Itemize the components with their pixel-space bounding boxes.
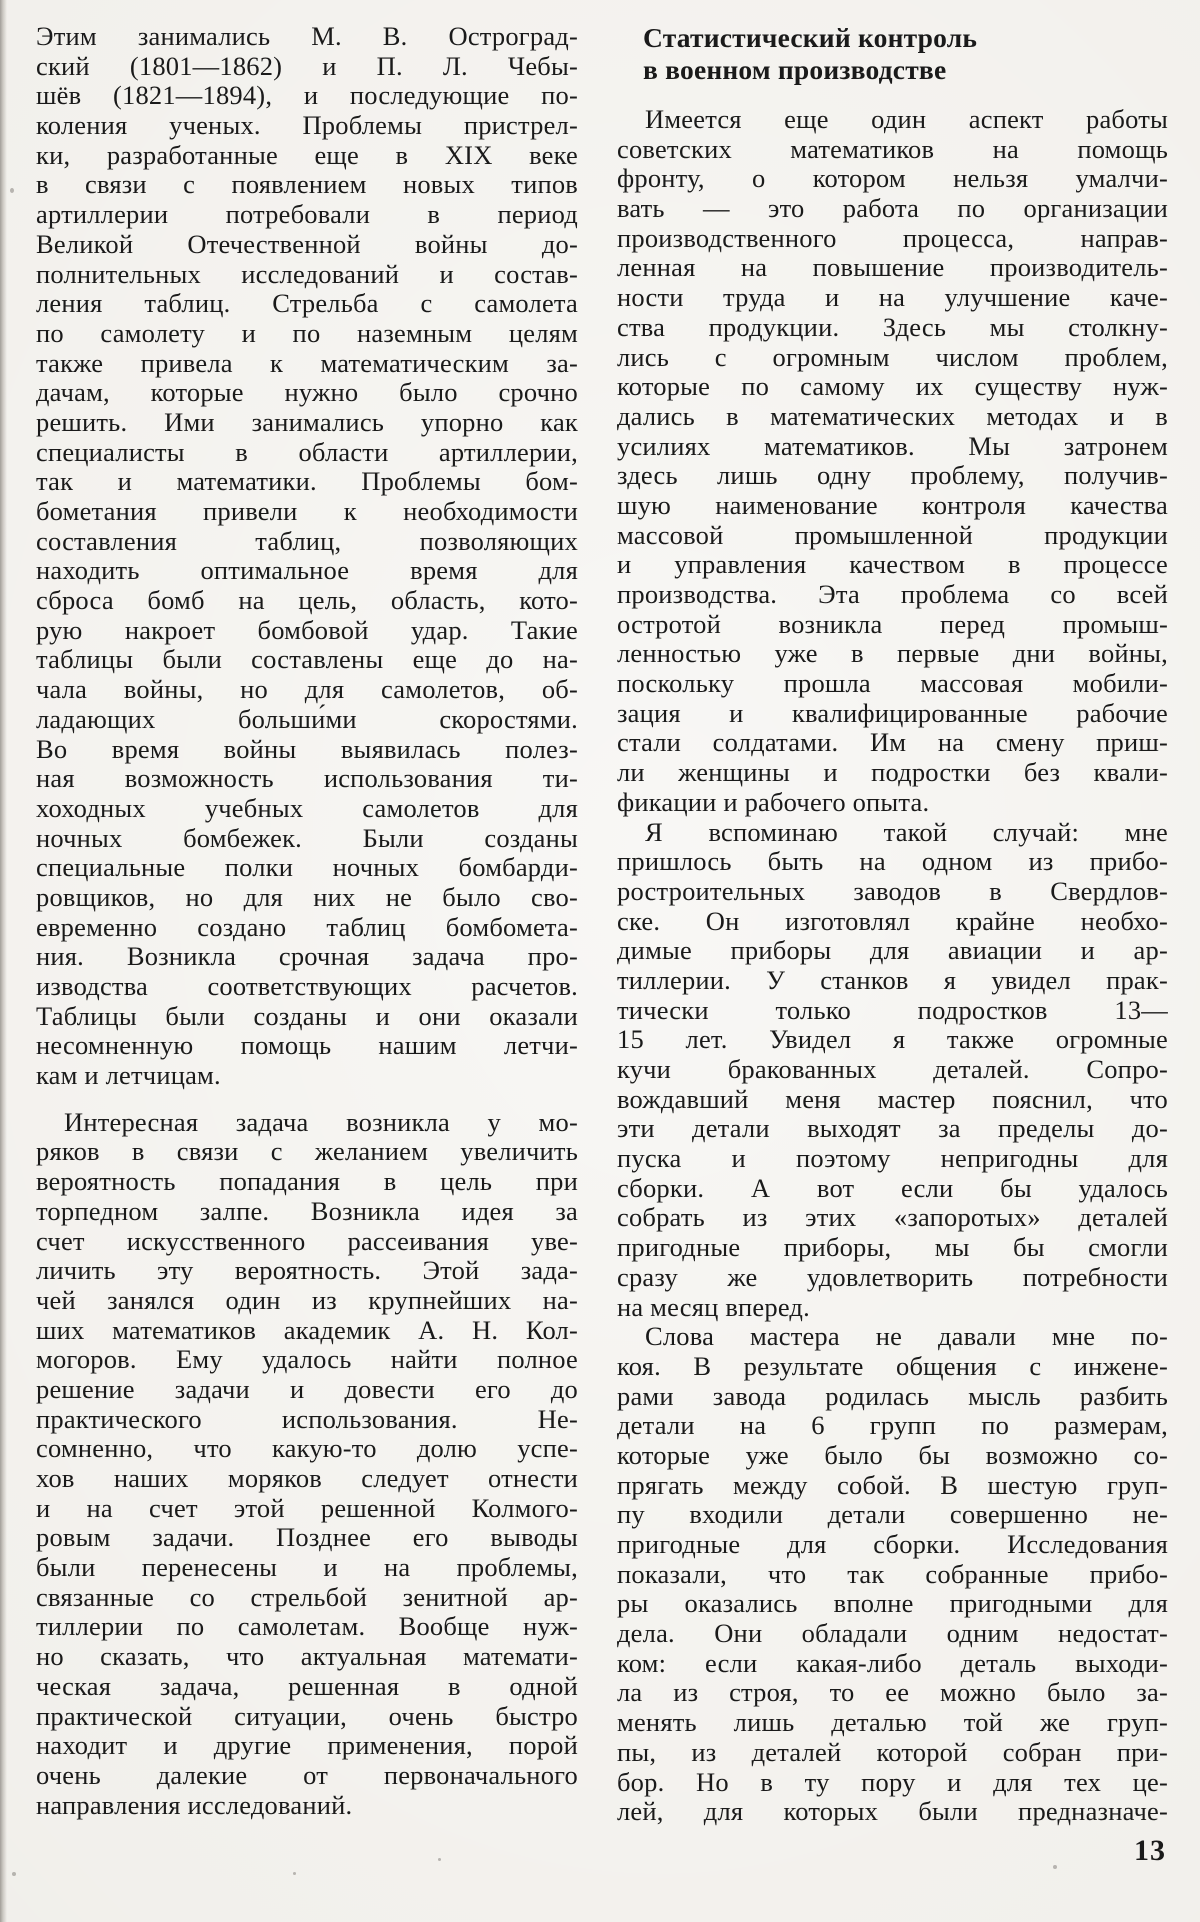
text-line: массовой промышленной продукции (617, 519, 1168, 550)
text-line: тически только подростков 13— (617, 994, 1168, 1025)
text-line: специалисты в области артиллерии, (36, 436, 578, 467)
scan-speck (293, 1872, 296, 1875)
text-line: Я вспоминаю такой случай: мне (645, 816, 1168, 847)
section-heading-line-2: в военном производстве (643, 54, 947, 85)
text-line: так и математики. Проблемы бом- (36, 466, 578, 497)
text-line: пуска и поэтому непригодны для (617, 1143, 1168, 1174)
text-line: сброса бомб на цель, область, кото- (36, 585, 578, 616)
text-line: были перенесены и на проблемы, (36, 1552, 578, 1583)
text-line: производства. Эта проблема со всей (617, 579, 1168, 609)
text-line: ряков в связи с желанием увеличить (36, 1136, 578, 1167)
text-line: вать — это работа по организации (617, 193, 1168, 224)
text-line: дела. Они обладали одним недостат- (617, 1618, 1168, 1649)
text-line: советских математиков на помощь (617, 133, 1168, 164)
text-line: лей, для которых были предназначе- (617, 1796, 1168, 1827)
text-line: составления таблиц, позволяющих (36, 525, 578, 556)
text-line: ске. Он изготовлял крайне необхо- (617, 905, 1168, 936)
text-line: шую наименование контроля качества (617, 489, 1168, 520)
text-line: бометания привели к необходимости (36, 496, 578, 526)
scan-speck (12, 1872, 16, 1876)
text-line: остротой возникла перед промыш- (617, 608, 1168, 639)
text-line: артиллерии потребовали в период (36, 199, 578, 230)
text-line: сборки. А вот если бы удалось (617, 1172, 1168, 1203)
text-line: менять лишь деталью той же груп- (617, 1707, 1168, 1738)
text-line: очень далекие от первоначального (36, 1759, 578, 1790)
text-line: также привела к математическим за- (36, 347, 578, 378)
text-line: ния. Возникла срочная задача про- (36, 941, 578, 972)
text-line: чей занялся один из крупнейших на- (36, 1284, 578, 1315)
text-line: ли женщины и подростки без квали- (617, 757, 1168, 788)
text-line: решение задачи и довести его до (36, 1373, 578, 1404)
text-line: рую накроет бомбовой удар. Такие (36, 614, 578, 645)
text-line: могоров. Ему удалось найти полное (36, 1344, 578, 1375)
text-line: прягать между собой. В шестую груп- (617, 1469, 1168, 1500)
text-line: кучи бракованных деталей. Сопро- (617, 1054, 1168, 1084)
text-line: ческая задача, решенная в одной (36, 1670, 578, 1701)
text-line: на месяц вперед. (617, 1291, 810, 1322)
page-number: 13 (1134, 1834, 1166, 1867)
text-line: евременно создано таблиц бомбомета- (36, 911, 578, 942)
text-line: здесь лишь одну проблему, получив- (617, 460, 1168, 491)
text-line: связанные со стрельбой зенитной ар- (36, 1581, 578, 1612)
text-line: производственного процесса, направ- (617, 222, 1168, 253)
text-line: по самолету и по наземным целям (36, 317, 578, 348)
text-line: специальные полки ночных бомбарди- (36, 852, 578, 883)
left-text-column (36, 22, 578, 1820)
text-line: дачам, которые нужно было срочно (36, 377, 578, 408)
text-line: пригодные приборы, мы бы смогли (617, 1232, 1168, 1263)
text-line: ки, разработанные еще в XIX веке (36, 139, 578, 170)
text-line: пу входили детали совершенно не- (617, 1499, 1168, 1530)
text-line: торпедном залпе. Возникла идея за (36, 1195, 578, 1226)
text-line: ровщиков, но для них не было сво- (36, 881, 578, 912)
text-line: коления ученых. Проблемы пристрел- (36, 110, 578, 141)
right-text-column (617, 22, 1168, 1827)
text-line: в связи с появлением новых типов (36, 169, 578, 200)
text-line: Слова мастера не давали мне по- (645, 1321, 1168, 1352)
text-line: стали солдатами. Им на смену приш- (617, 727, 1168, 758)
text-line: ности труда и на улучшение каче- (617, 282, 1168, 313)
text-line: тиллерии по самолетам. Вообще нуж- (36, 1611, 578, 1642)
text-line: ших математиков академик А. Н. Кол- (36, 1314, 578, 1345)
text-line: хоходных учебных самолетов для (36, 792, 578, 823)
text-line: находить оптимальное время для (36, 555, 578, 586)
text-line: ночных бомбежек. Были созданы (36, 822, 578, 853)
text-line: находит и другие применения, порой (36, 1730, 578, 1761)
text-line: хов наших моряков следует отнести (36, 1463, 578, 1493)
text-line: Этим занимались М. В. Остроград- (36, 21, 578, 51)
text-line: ский (1801—1862) и П. Л. Чебы- (36, 50, 578, 81)
scan-speck (1053, 1865, 1057, 1869)
text-line: детали на 6 групп по размерам, (617, 1410, 1168, 1441)
text-line: ления таблиц. Стрельба с самолета (36, 288, 578, 319)
text-line: практической ситуации, очень быстро (36, 1700, 578, 1731)
text-line: лись с огромным числом проблем, (617, 341, 1168, 372)
text-line: и на счет этой решенной Колмого- (36, 1492, 578, 1523)
text-line: ры оказались вполне пригодными для (617, 1588, 1168, 1619)
text-line: полнительных исследований и состав- (36, 258, 578, 289)
text-line: пригодные для сборки. Исследования (617, 1529, 1168, 1559)
text-line: направления исследований. (36, 1789, 353, 1820)
text-line: кам и летчицам. (36, 1060, 221, 1091)
text-line: Интересная задача возникла у мо- (64, 1106, 578, 1137)
text-line: димые приборы для авиации и ар- (617, 935, 1168, 966)
text-line: сразу же удовлетворить потребности (617, 1261, 1168, 1292)
text-line: пы, из деталей которой собран при- (617, 1736, 1168, 1767)
text-line: рами завода родилась мысль разбить (617, 1380, 1168, 1411)
text-line: Во время войны выявилась полез- (36, 733, 578, 764)
text-line: но сказать, что актуальная математи- (36, 1641, 578, 1672)
text-line: ком: если какая-либо деталь выходи- (617, 1647, 1168, 1678)
text-line: собрать из этих «запоротых» деталей (617, 1202, 1168, 1233)
text-line: коя. В результате общения с инжене- (617, 1350, 1168, 1381)
text-line: ная возможность использования ти- (36, 763, 578, 794)
text-line: пришлось быть на одном из прибо- (617, 846, 1168, 877)
text-line: ленная на повышение производитель- (617, 252, 1168, 283)
text-line: 15 лет. Увидел я также огромные (617, 1024, 1168, 1055)
text-line: ростроительных заводов в Свердлов- (617, 875, 1168, 906)
text-line: которые уже было бы возможно со- (617, 1439, 1168, 1470)
text-line: зация и квалифицированные рабочие (617, 697, 1168, 728)
text-line: счет искусственного рассеивания уве- (36, 1225, 578, 1256)
text-line: ства продукции. Здесь мы столкну- (617, 311, 1168, 342)
text-line: которые по самому их существу нуж- (617, 371, 1168, 402)
text-line: практического использования. Не- (36, 1403, 578, 1434)
text-line: шёв (1821—1894), и последующие по- (36, 80, 578, 111)
text-line: таблицы были составлены еще до на- (36, 644, 578, 675)
text-line: поскольку прошла массовая мобили- (617, 668, 1168, 699)
text-line: Великой Отечественной войны до- (36, 228, 578, 259)
scan-edge-shadow (0, 0, 7, 1922)
text-line: и управления качеством в процессе (617, 549, 1168, 580)
section-heading (617, 22, 1168, 86)
text-line: ладающих больши́ми скоростями. (36, 703, 578, 734)
text-line: ла из строя, то ее можно было за- (617, 1677, 1168, 1708)
text-line: тиллерии. У станков я увидел прак- (617, 964, 1168, 995)
section-heading-line-1: Статистический контроль (643, 22, 978, 53)
text-line: ровым задачи. Позднее его выводы (36, 1522, 578, 1553)
text-line: решить. Ими занимались упорно как (36, 406, 578, 437)
text-line: сомненно, что какую-то долю успе- (36, 1433, 578, 1464)
text-line: фикации и рабочего опыта. (617, 786, 930, 817)
text-line: ленностью уже в первые дни войны, (617, 638, 1168, 669)
text-line: вероятность попадания в цель при (36, 1166, 578, 1197)
text-line: фронту, о котором нельзя умалчи- (617, 163, 1168, 194)
text-line: личить эту вероятность. Этой зада- (36, 1255, 578, 1286)
text-line: бор. Но в ту пору и для тех це- (617, 1766, 1168, 1797)
text-line: изводства соответствующих расчетов. (36, 971, 578, 1001)
text-line: Таблицы были созданы и они оказали (36, 1000, 578, 1031)
text-line: показали, что так собранные прибо- (617, 1558, 1168, 1589)
scan-speck (10, 188, 14, 193)
text-line: эти детали выходят за пределы до- (617, 1113, 1168, 1144)
right-column-body (617, 105, 1168, 1827)
text-line: вождавший меня мастер пояснил, что (617, 1083, 1168, 1114)
text-line: чала войны, но для самолетов, об- (36, 674, 578, 705)
scan-speck (438, 1858, 441, 1861)
text-line: дались в математических методах и в (617, 400, 1168, 431)
text-line: усилиях математиков. Мы затронем (617, 430, 1168, 461)
text-line: несомненную помощь нашим летчи- (36, 1030, 578, 1061)
text-line: Имеется еще один аспект работы (645, 104, 1168, 134)
